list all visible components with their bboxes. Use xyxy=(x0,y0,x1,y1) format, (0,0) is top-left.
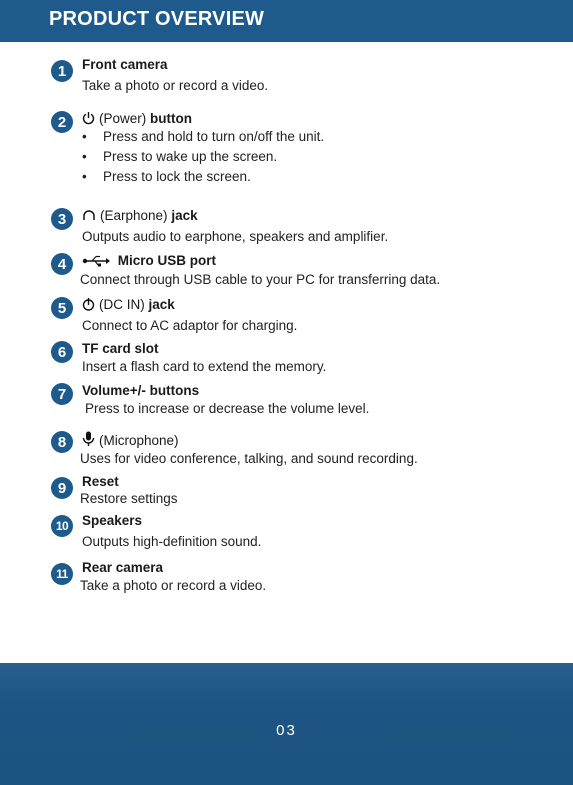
item-description: Connect through USB cable to your PC for transferring data. xyxy=(80,272,441,287)
item-description: Connect to AC adaptor for charging. xyxy=(82,318,298,333)
page-title: PRODUCT OVERVIEW xyxy=(49,8,265,30)
item-title: Reset xyxy=(82,474,119,489)
item-title: Micro USB port xyxy=(82,253,216,271)
number-badge: 2 xyxy=(51,111,73,133)
item-title: Volume+/- buttons xyxy=(82,383,200,398)
item-description: Press to increase or decrease the volume level. xyxy=(85,401,370,416)
number-badge: 3 xyxy=(51,208,73,230)
number-badge: 1 xyxy=(51,60,73,82)
bullet-item: • Press to lock the screen. xyxy=(82,169,251,184)
item-title: Speakers xyxy=(82,513,143,528)
dc-in-icon xyxy=(82,297,95,315)
number-badge: 7 xyxy=(51,383,73,405)
item-title: Front camera xyxy=(82,57,168,72)
microphone-icon xyxy=(82,431,95,451)
bullet-list xyxy=(82,127,324,187)
header-bar xyxy=(0,0,573,42)
item-description: Restore settings xyxy=(80,491,178,506)
number-badge: 9 xyxy=(51,477,73,499)
item-title: Rear camera xyxy=(82,560,164,575)
number-badge: 10 xyxy=(51,515,73,537)
bullet-item: • Press and hold to turn on/off the unit. xyxy=(82,129,325,144)
item-title: TF card slot xyxy=(82,341,159,356)
item-title: (Earphone) jack xyxy=(82,208,198,226)
item-title: (Power) button xyxy=(82,111,192,129)
number-badge: 11 xyxy=(51,563,73,585)
item-description: Take a photo or record a video. xyxy=(82,78,269,93)
item-description: Uses for video conference, talking, and sound recording. xyxy=(80,451,418,466)
number-badge: 6 xyxy=(51,341,73,363)
item-title: (DC IN) jack xyxy=(82,297,175,315)
item-title: (Microphone) xyxy=(82,431,179,451)
earphone-icon xyxy=(82,209,96,226)
item-description: Outputs audio to earphone, speakers and amplifier. xyxy=(82,229,389,244)
item-description: Insert a flash card to extend the memory. xyxy=(82,359,327,374)
number-badge: 8 xyxy=(51,431,73,453)
number-badge: 4 xyxy=(51,253,73,275)
bullet-item: • Press to wake up the screen. xyxy=(82,149,278,164)
item-description: Outputs high-definition sound. xyxy=(82,534,262,549)
item-description: Take a photo or record a video. xyxy=(80,578,267,593)
usb-icon xyxy=(82,255,110,271)
number-badge: 5 xyxy=(51,297,73,319)
page-number: 03 xyxy=(276,722,297,739)
